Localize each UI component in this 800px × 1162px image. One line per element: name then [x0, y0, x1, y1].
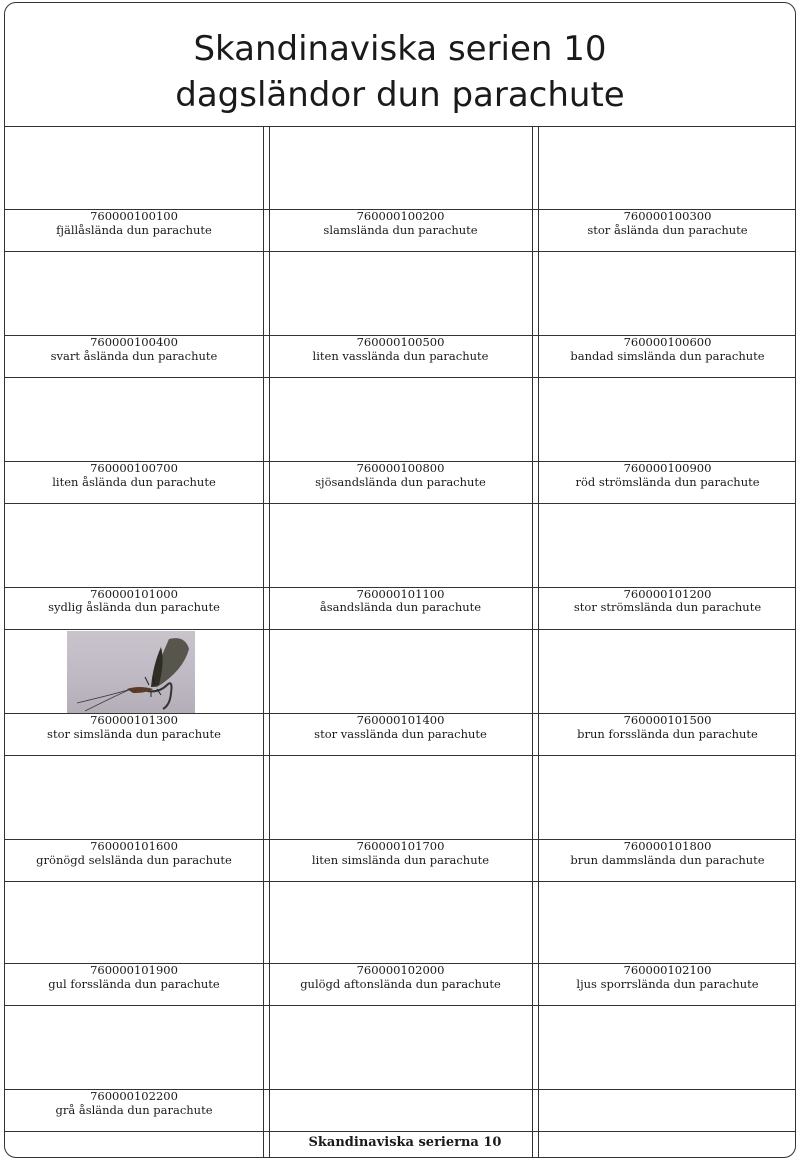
- row-divider: [5, 755, 796, 756]
- row-divider: [5, 881, 796, 882]
- item-name: liten åslända dun parachute: [52, 475, 216, 489]
- item-name: gulögd aftonslända dun parachute: [300, 977, 501, 991]
- item-name: brun dammslända dun parachute: [570, 853, 765, 867]
- item-name: ljus sporrslända dun parachute: [576, 977, 759, 991]
- item-name: stor vasslända dun parachute: [314, 727, 487, 741]
- item-name: sydlig åslända dun parachute: [48, 600, 220, 614]
- item-name: fjällåslända dun parachute: [56, 223, 212, 237]
- item-code: 760000100100: [90, 209, 178, 223]
- item-code: 760000100200: [356, 209, 445, 223]
- mayfly-image: [67, 631, 195, 713]
- column-divider: [538, 127, 539, 1158]
- item-code: 760000101800: [623, 839, 712, 853]
- item-code: 760000100500: [356, 335, 445, 349]
- item-code: 760000100700: [90, 461, 178, 475]
- item-name: röd strömslända dun parachute: [575, 475, 760, 489]
- item-name: stor simslända dun parachute: [47, 727, 221, 741]
- fly-photo: [67, 631, 195, 713]
- item-code: 760000101400: [356, 713, 445, 727]
- item-code: 760000101700: [356, 839, 445, 853]
- item-name: svart åslända dun parachute: [50, 349, 218, 363]
- item-name: gul forsslända dun parachute: [48, 977, 220, 991]
- item-name: sjösandslända dun parachute: [315, 475, 486, 489]
- item-name: liten simslända dun parachute: [311, 853, 490, 867]
- row-divider: [5, 629, 796, 630]
- item-code: 760000102100: [623, 963, 712, 977]
- item-code: 760000100800: [356, 461, 445, 475]
- row-divider: [5, 503, 796, 504]
- item-name: stor åslända dun parachute: [587, 223, 748, 237]
- item-code: 760000100400: [90, 335, 178, 349]
- item-code: 760000100900: [623, 461, 712, 475]
- item-code: 760000101600: [90, 839, 178, 853]
- item-code: 760000102200: [90, 1089, 178, 1103]
- row-divider: [5, 251, 796, 252]
- page-header: [5, 3, 795, 127]
- column-divider: [269, 127, 270, 1158]
- item-name: grönögd selslända dun parachute: [36, 853, 232, 867]
- page-title: Skandinaviska serien 10: [193, 29, 607, 69]
- item-name: åsandslända dun parachute: [319, 600, 482, 614]
- item-code: 760000101200: [623, 587, 712, 601]
- item-name: stor strömslända dun parachute: [573, 600, 762, 614]
- item-name: grå åslända dun parachute: [55, 1103, 213, 1117]
- item-code: 760000100300: [623, 209, 712, 223]
- row-divider: [5, 377, 796, 378]
- item-name: slamslända dun parachute: [323, 223, 478, 237]
- row-divider: [5, 1131, 796, 1132]
- column-divider: [532, 127, 533, 1158]
- row-divider: [5, 1005, 796, 1006]
- product-sheet: [4, 2, 796, 1158]
- item-code: 760000101300: [90, 713, 178, 727]
- page-footer: Skandinaviska serierna 10: [308, 1135, 502, 1150]
- item-name: brun forsslända dun parachute: [577, 727, 758, 741]
- item-code: 760000101100: [356, 587, 445, 601]
- item-name: liten vasslända dun parachute: [312, 349, 489, 363]
- item-code: 760000102000: [356, 963, 445, 977]
- item-code: 760000100600: [623, 335, 712, 349]
- item-code: 760000101500: [623, 713, 712, 727]
- item-code: 760000101000: [90, 587, 178, 601]
- item-name: bandad simslända dun parachute: [570, 349, 765, 363]
- page-subtitle: dagsländor dun parachute: [175, 75, 625, 115]
- column-divider: [263, 127, 264, 1158]
- item-code: 760000101900: [90, 963, 178, 977]
